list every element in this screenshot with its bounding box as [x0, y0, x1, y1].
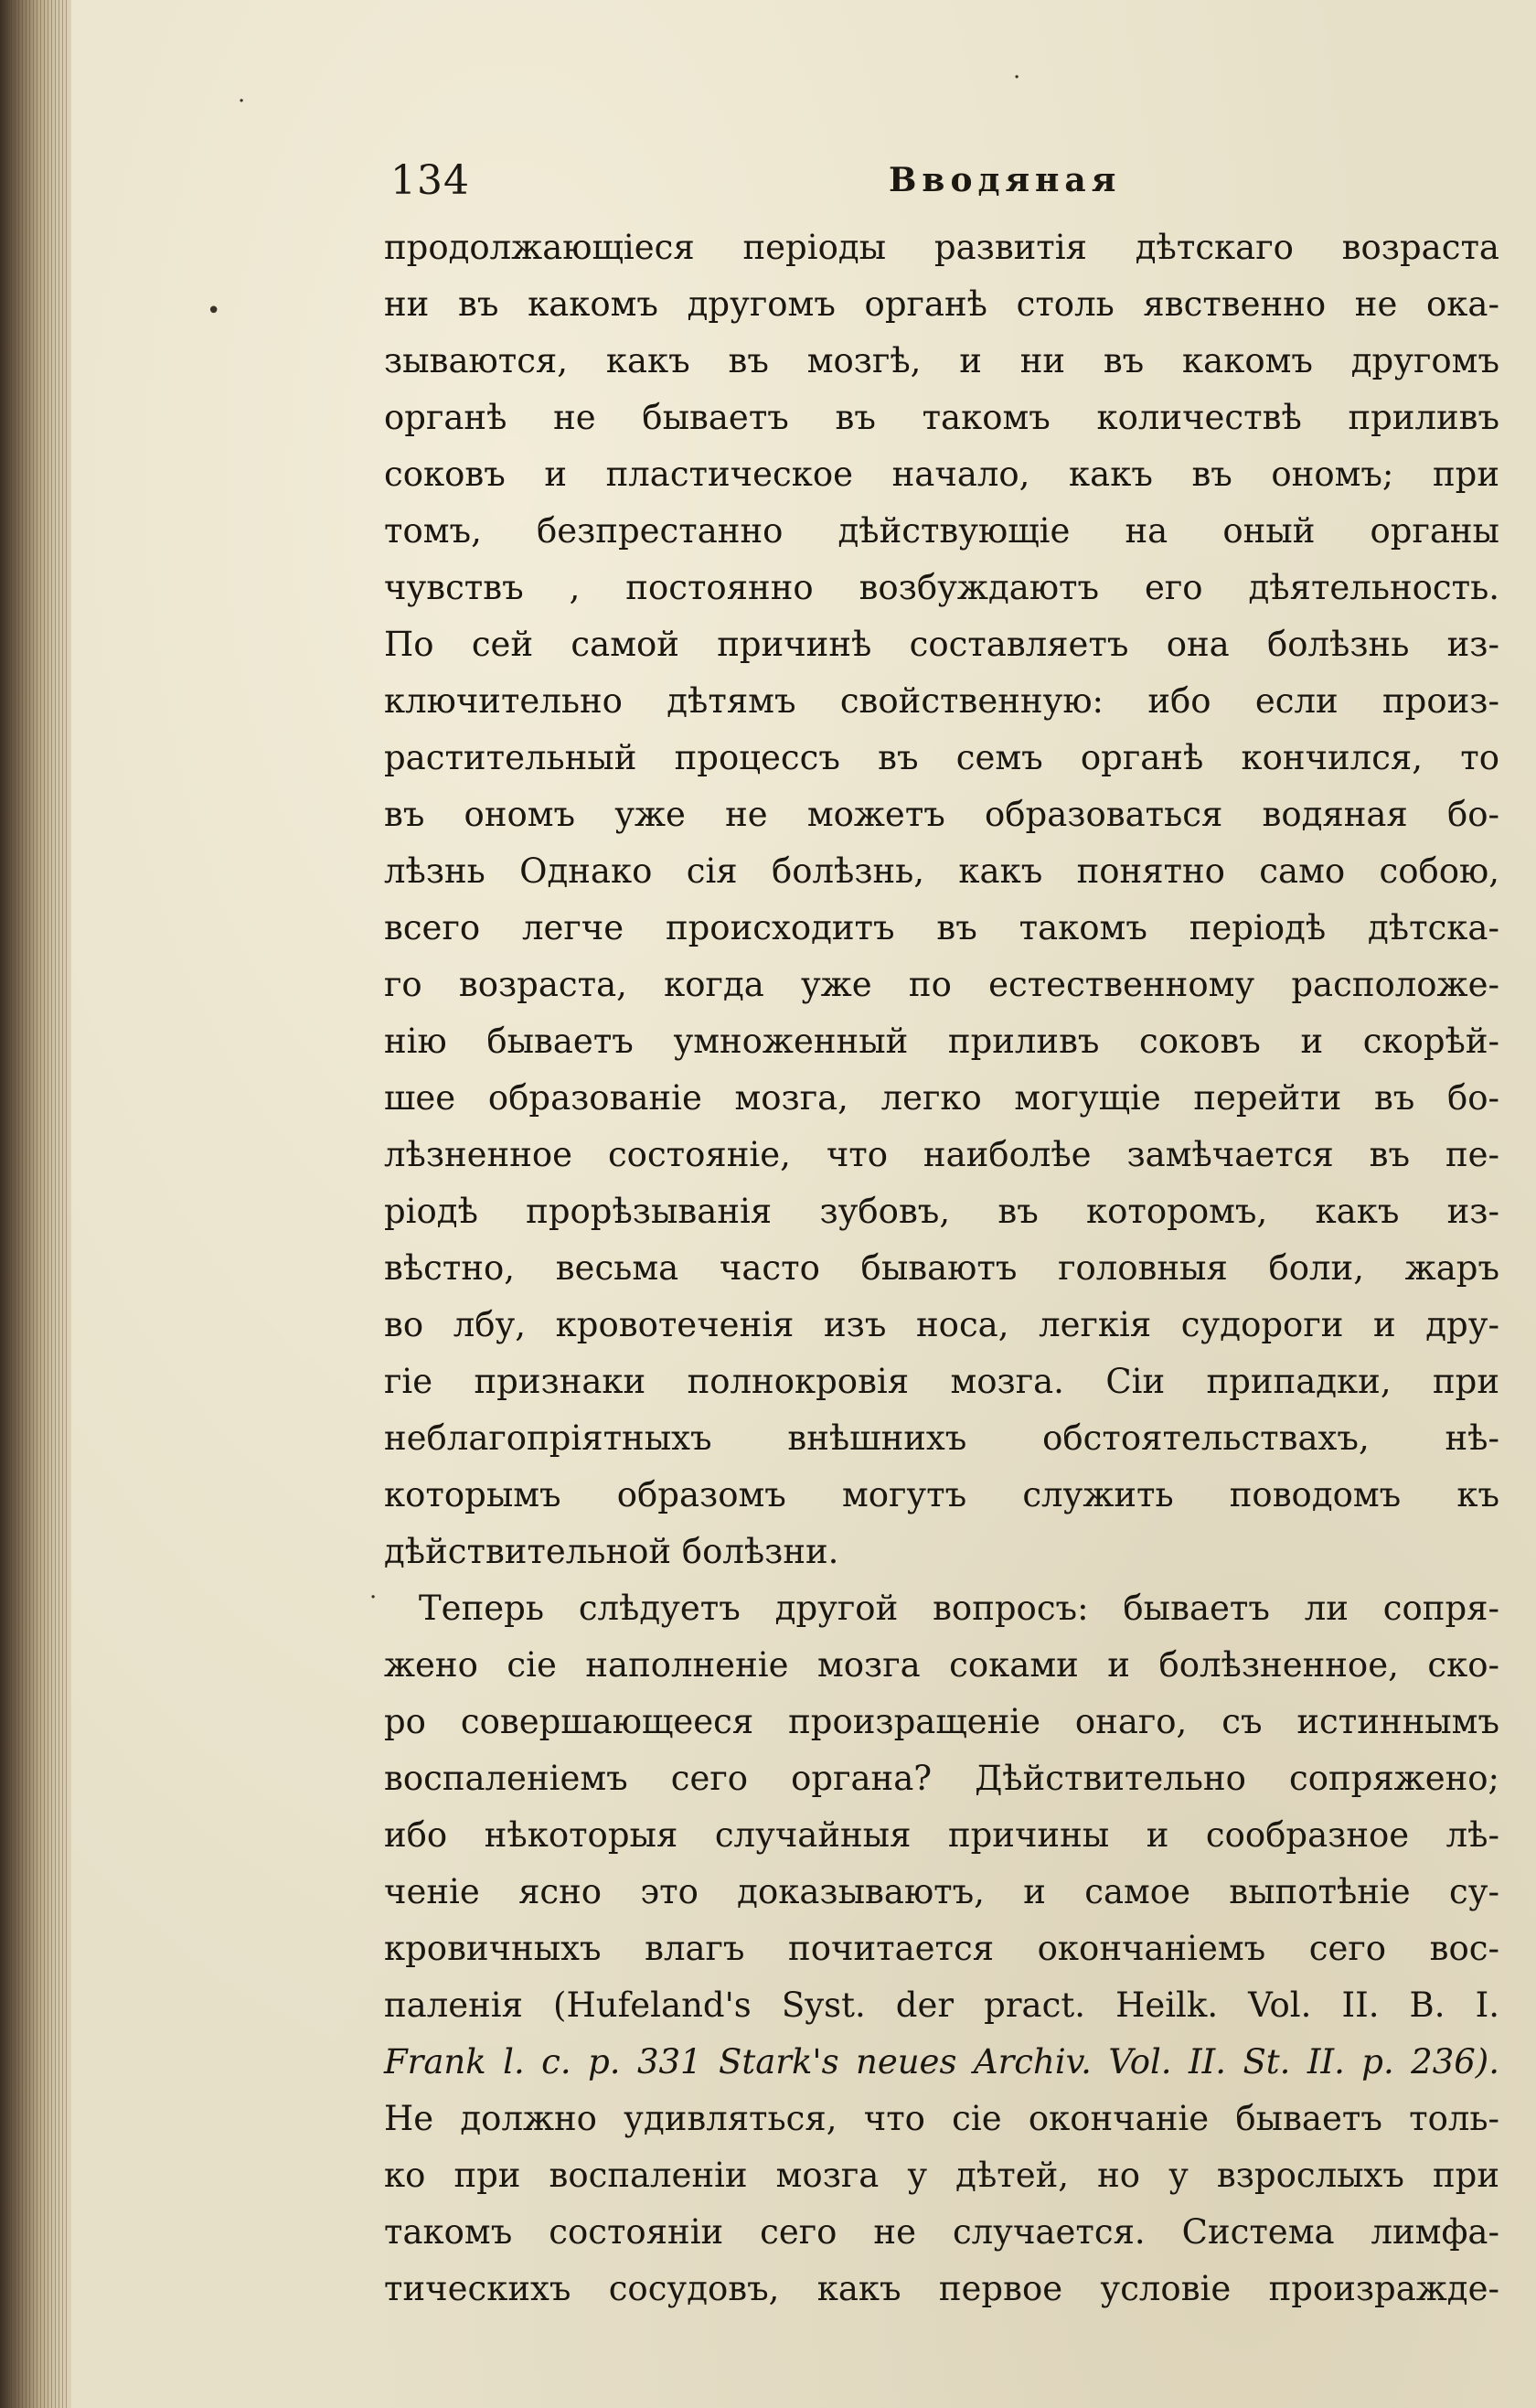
text-line: вѣстно, весьма часто бываютъ головныя боли, жаръ	[384, 1248, 1499, 1288]
text-line: паленія (Hufeland's Syst. der pract. Heilk. Vol. II. B. I.	[384, 1985, 1499, 2025]
text-line: ро совершающееся произращеніе онаго, съ истиннымъ	[384, 1702, 1499, 1741]
speck-mark: •	[207, 297, 221, 325]
text-line: продолжающіеся періоды развитія дѣтскаго возраста	[384, 228, 1499, 267]
text-line: шее образованіе мозга, легко могущіе перейти въ бо-	[384, 1078, 1499, 1118]
text-line: растительный процессъ въ семъ органѣ кончился, то	[384, 738, 1499, 777]
text-line: ключительно дѣтямъ свойственную: ибо если произ-	[384, 681, 1499, 721]
text-line: ко при воспаленіи мозга у дѣтей, но у взрослыхъ при	[384, 2156, 1499, 2195]
speck-mark: ·	[1013, 64, 1021, 91]
text-line: лѣзнь Однако сія болѣзнь, какъ понятно само собою,	[384, 851, 1499, 891]
text-line: дѣйствительной болѣзни.	[384, 1532, 839, 1571]
text-line: которымъ образомъ могутъ служить поводомъ къ	[384, 1475, 1499, 1514]
text-line: зываются, какъ въ мозгѣ, и ни въ какомъ другомъ	[384, 341, 1499, 380]
text-line: ченіе ясно это доказываютъ, и самое выпотѣніе су-	[384, 1872, 1499, 1911]
text-line: такомъ состояніи сего не случается. Система лимфа-	[384, 2212, 1499, 2252]
page-number: 134	[390, 157, 470, 204]
text-line: нію бываетъ умноженный приливъ соковъ и скорѣй-	[384, 1022, 1499, 1061]
text-line: кровичныхъ влагъ почитается окончаніемъ сего вос-	[384, 1929, 1499, 1968]
speck-mark: ·	[238, 88, 246, 115]
text-line: ибо нѣкоторыя случайныя причины и сообразное лѣ-	[384, 1815, 1499, 1855]
text-line: неблагопріятныхъ внѣшнихъ обстоятельствахъ, нѣ-	[384, 1418, 1499, 1458]
text-line: лѣзненное состояніе, что наиболѣе замѣчается въ пе-	[384, 1135, 1499, 1174]
text-line: въ ономъ уже не можетъ образоваться водяная бо-	[384, 795, 1499, 834]
text-line: чувствъ , постоянно возбуждаютъ его дѣятельность.	[384, 568, 1499, 607]
text-line: Frank l. c. p. 331 Stark's neues Archiv. Vol. II. St. II. p. 236).	[384, 2042, 1499, 2082]
speck-mark: ·	[369, 1584, 378, 1611]
text-line: ни въ какомъ другомъ органѣ столь явственно не ока-	[384, 284, 1499, 324]
text-line: всего легче происходитъ въ такомъ періодѣ дѣтска-	[384, 908, 1499, 947]
text-line: Теперь слѣдуетъ другой вопросъ: бываетъ ли сопря-	[419, 1589, 1499, 1628]
text-line: воспаленіемъ сего органа? Дѣйствительно сопряжено;	[384, 1759, 1499, 1798]
text-line: во лбу, кровотеченія изъ носа, легкія судороги и дру-	[384, 1305, 1499, 1344]
text-line: жено сіе наполненіе мозга соками и болѣзненное, ско-	[384, 1645, 1499, 1685]
text-line: ріодѣ прорѣзыванія зубовъ, въ которомъ, какъ из-	[384, 1192, 1499, 1231]
text-line: тическихъ сосудовъ, какъ первое условіе произражде-	[384, 2269, 1499, 2308]
text-line: го возраста, когда уже по естественному расположе-	[384, 965, 1499, 1004]
text-line: По сей самой причинѣ составляетъ она болѣзнь из-	[384, 625, 1499, 664]
text-line: органѣ не бываетъ въ такомъ количествѣ приливъ	[384, 398, 1499, 437]
text-line: томъ, безпрестанно дѣйствующіе на оный органы	[384, 511, 1499, 551]
text-line: гіе признаки полнокровія мозга. Сіи припадки, при	[384, 1362, 1499, 1401]
text-line: соковъ и пластическое начало, какъ въ ономъ; при	[384, 455, 1499, 494]
text-line: Не должно удивляться, что сіе окончаніе бываетъ толь-	[384, 2099, 1499, 2138]
running-title: Вводяная	[889, 161, 1122, 199]
